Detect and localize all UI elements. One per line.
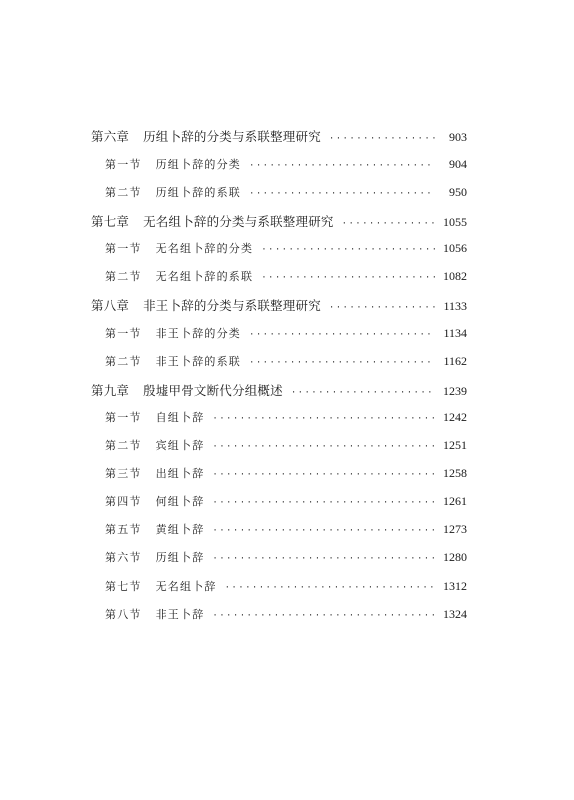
section-title: 历组卜辞的系联 [155, 186, 242, 199]
toc-section-9-5[interactable] [105, 521, 467, 538]
page-number: 1162 [443, 354, 467, 368]
page-number: 1133 [443, 299, 467, 313]
entry-label [105, 325, 241, 341]
section-title: 无名组卜辞的系联 [155, 270, 254, 283]
entry-label [105, 156, 241, 172]
chapter-number: 第八章 [91, 298, 130, 313]
dot-leader [212, 498, 435, 510]
chapter-number: 第七章 [91, 214, 130, 229]
chapter-title: 历组卜辞的分类与系联整理研究 [143, 129, 321, 144]
page-number: 904 [449, 157, 467, 171]
entry-label [105, 521, 204, 537]
dot-leader [249, 330, 435, 342]
dot-leader [261, 273, 435, 285]
section-title: 历组卜辞的分类 [155, 158, 242, 171]
dot-leader [212, 414, 435, 426]
toc-section-6-1[interactable] [105, 156, 467, 173]
toc-chapter-6[interactable] [91, 127, 467, 146]
dot-leader [212, 554, 435, 566]
chapter-number: 第六章 [91, 129, 130, 144]
section-number: 第三节 [105, 467, 142, 480]
section-number: 第一节 [105, 327, 142, 340]
section-number: 第八节 [105, 608, 142, 621]
section-number: 第一节 [105, 411, 142, 424]
toc-section-9-2[interactable] [105, 437, 467, 454]
toc-section-7-2[interactable] [105, 268, 467, 285]
section-number: 第一节 [105, 158, 142, 171]
entry-label [105, 240, 253, 256]
toc-section-9-6[interactable] [105, 549, 467, 566]
toc-section-9-4[interactable] [105, 493, 467, 510]
entry-label [105, 409, 204, 425]
page-number: 1056 [443, 241, 467, 255]
page-number: 903 [449, 130, 467, 144]
dot-leader [249, 161, 435, 173]
page-number: 1312 [443, 579, 467, 593]
section-number: 第六节 [105, 551, 142, 564]
section-number: 第一节 [105, 242, 142, 255]
toc-section-8-2[interactable] [105, 353, 467, 370]
section-title: 无名组卜辞 [155, 580, 217, 593]
section-title: 出组卜辞 [155, 467, 205, 480]
dot-leader [225, 583, 435, 595]
entry-label [105, 493, 204, 509]
page-number: 1055 [443, 215, 467, 229]
section-title: 自组卜辞 [155, 411, 205, 424]
section-title: 何组卜辞 [155, 495, 205, 508]
dot-leader [329, 134, 435, 146]
entry-label [105, 184, 241, 200]
section-title: 无名组卜辞的分类 [155, 242, 254, 255]
dot-leader [212, 611, 435, 623]
toc-section-9-3[interactable] [105, 465, 467, 482]
section-number: 第五节 [105, 523, 142, 536]
page-number: 1324 [443, 607, 467, 621]
chapter-title: 非王卜辞的分类与系联整理研究 [143, 298, 321, 313]
section-number: 第二节 [105, 355, 142, 368]
dot-leader [342, 219, 435, 231]
page-number: 1251 [443, 438, 467, 452]
section-number: 第二节 [105, 270, 142, 283]
entry-label [105, 268, 253, 284]
section-title: 历组卜辞 [155, 551, 205, 564]
dot-leader [212, 470, 435, 482]
section-number: 第四节 [105, 495, 142, 508]
toc-section-9-7[interactable] [105, 578, 467, 595]
entry-label [91, 127, 321, 145]
dot-leader [249, 358, 435, 370]
entry-label [105, 465, 204, 481]
chapter-number: 第九章 [91, 383, 130, 398]
entry-label [91, 212, 334, 230]
dot-leader [261, 245, 435, 257]
toc-section-9-8[interactable] [105, 606, 467, 623]
entry-label [105, 578, 217, 594]
entry-label [105, 606, 204, 622]
page-number: 1258 [443, 466, 467, 480]
entry-label [105, 353, 241, 369]
toc-section-8-1[interactable] [105, 325, 467, 342]
page-number: 950 [449, 185, 467, 199]
entry-label [91, 296, 321, 314]
dot-leader [249, 189, 435, 201]
chapter-title: 无名组卜辞的分类与系联整理研究 [143, 214, 334, 229]
toc-chapter-9[interactable] [91, 381, 467, 400]
entry-label [105, 437, 204, 453]
dot-leader [329, 303, 435, 315]
page-number: 1242 [443, 410, 467, 424]
section-number: 第二节 [105, 186, 142, 199]
section-title: 黄组卜辞 [155, 523, 205, 536]
section-title: 宾组卜辞 [155, 439, 205, 452]
section-number: 第七节 [105, 580, 142, 593]
entry-label [105, 549, 204, 565]
entry-label [91, 381, 283, 399]
page-number: 1280 [443, 550, 467, 564]
dot-leader [291, 388, 435, 400]
toc-section-7-1[interactable] [105, 240, 467, 257]
page-number: 1273 [443, 522, 467, 536]
toc-section-9-1[interactable] [105, 409, 467, 426]
chapter-title: 殷墟甲骨文断代分组概述 [143, 383, 283, 398]
page-number: 1082 [443, 269, 467, 283]
toc-section-6-2[interactable] [105, 184, 467, 201]
section-title: 非王卜辞的分类 [155, 327, 242, 340]
section-number: 第二节 [105, 439, 142, 452]
toc-chapter-7[interactable] [91, 212, 467, 231]
toc-chapter-8[interactable] [91, 296, 467, 315]
page-number: 1239 [443, 384, 467, 398]
page-number: 1134 [443, 326, 467, 340]
section-title: 非王卜辞的系联 [155, 355, 242, 368]
page-number: 1261 [443, 494, 467, 508]
section-title: 非王卜辞 [155, 608, 205, 621]
dot-leader [212, 442, 435, 454]
dot-leader [212, 526, 435, 538]
